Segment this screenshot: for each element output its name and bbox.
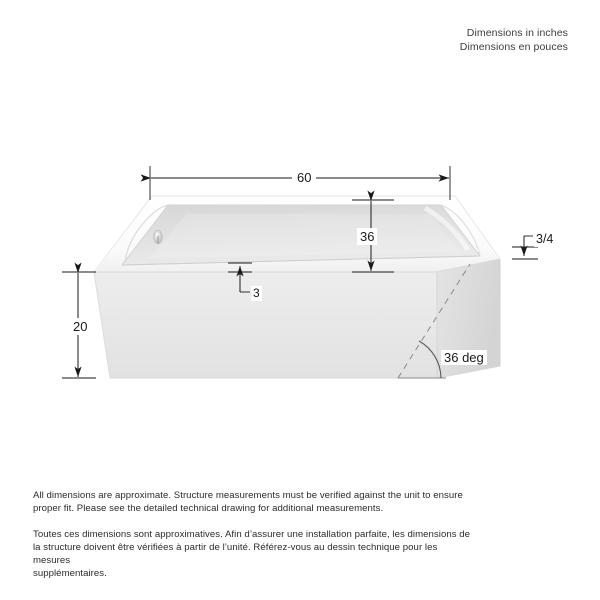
disclaimer-text bbox=[33, 489, 473, 581]
dimension-label-slope-angle: 36 deg bbox=[441, 350, 487, 365]
disclaimer-en-line-2: proper fit. Please see the detailed technical drawing for additional measurements. bbox=[33, 503, 384, 515]
units-note-english: Dimensions in inches bbox=[466, 27, 568, 39]
dimension-label-flange-thickness: 3/4 bbox=[536, 232, 554, 246]
dimension-label-interior-length: 36 bbox=[357, 228, 377, 245]
bathtub-body bbox=[94, 196, 500, 378]
tub-basin-floor bbox=[150, 214, 462, 258]
units-note-french: Dimensions en pouces bbox=[459, 41, 568, 53]
disclaimer-spacer bbox=[33, 515, 473, 528]
disclaimer-fr-line-1: Toutes ces dimensions sont approximatives. Afin d’assurer une installation parfaite, les dimensions de bbox=[33, 529, 471, 541]
disclaimer-fr-line-3: supplémentaires. bbox=[33, 568, 107, 580]
disclaimer-fr-line-2: la structure doivent être vérifiées à partir de l’unité. Référez-vous au dessin technique pour les mesures bbox=[33, 542, 438, 567]
disclaimer-en-line-1: All dimensions are approximate. Structure measurements must be verified against the unit to ensure bbox=[33, 490, 463, 501]
dimension-label-length: 60 bbox=[292, 171, 316, 184]
tub-front-apron bbox=[94, 272, 437, 378]
dimension-label-height: 20 bbox=[70, 318, 90, 335]
dimension-label-rim-thickness: 3 bbox=[253, 286, 260, 300]
